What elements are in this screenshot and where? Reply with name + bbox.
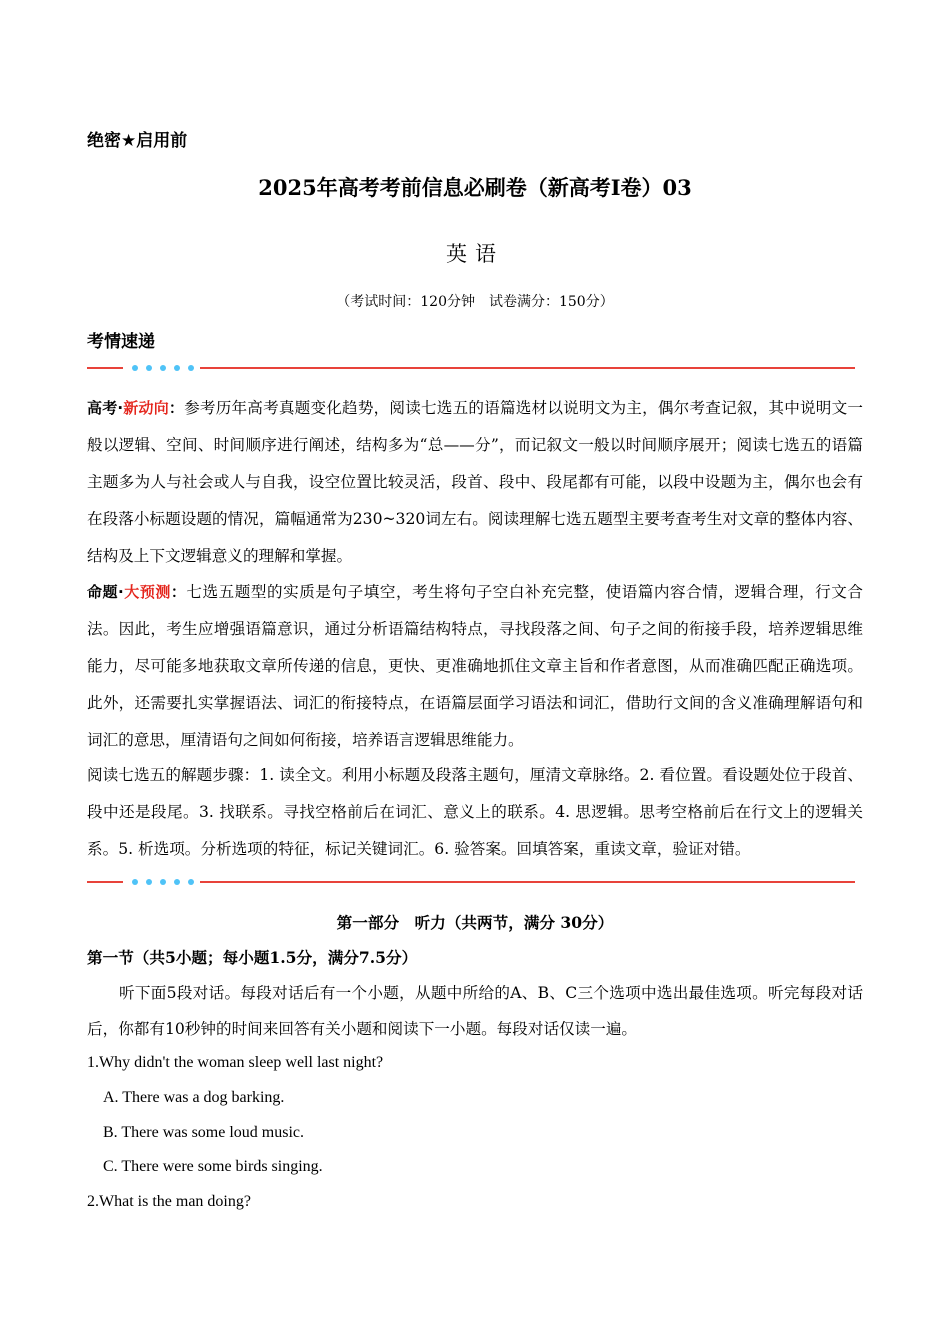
divider-line-right	[200, 367, 855, 369]
listening-instructions: 听下面5段对话。每段对话后有一个小题，从题中所给的A、B、C三个选项中选出最佳选项。听完每段对话后，你都有10秒钟的时间来回答有关小题和阅读下一小题。每段对话仅读一遍。	[87, 984, 863, 1038]
divider-dot	[132, 879, 138, 885]
trend-label: 高考·	[87, 399, 124, 417]
divider-line-left	[87, 881, 123, 883]
divider-line-left	[87, 367, 123, 369]
exam-meta: （考试时间：120分钟 试卷满分：150分）	[336, 294, 614, 310]
divider-dots	[132, 877, 194, 887]
divider-top	[87, 363, 855, 373]
part-one-heading: 第一部分 听力（共两节，满分 30分）	[336, 913, 614, 932]
trend-paragraph	[87, 390, 863, 575]
prediction-text: 七选五题型的实质是句子填空，考生将句子空白补充完整，使语篇内容合情，逻辑合理，行文合法。因此，考生应增强语篇意识，通过分析语篇结构特点，寻找段落之间、句子之间的衔接手段，培养逻辑思维能力，尽可能多地获取文章所传递的信息，更快、更准确地抓住文章主旨和作者意图，从而准确匹配正确选项。此外，还需要扎实掌握语法、词汇的衔接特点，在语篇层面学习语法和词汇，借助行文间的含义准确理解语句和词汇的意思，厘清语句之间如何衔接，培养语言逻辑思维能力。	[87, 583, 863, 749]
exam-title: 2025年高考考前信息必刷卷（新高考I卷）03	[258, 175, 692, 200]
subject-title: 英语	[446, 242, 504, 266]
question-1-option-c: C. There were some birds singing.	[103, 1158, 323, 1175]
trend-label-colon: ：	[168, 399, 185, 417]
prediction-label-colon: ：	[170, 583, 187, 601]
divider-dot	[160, 365, 166, 371]
question-1-option-b: B. There was some loud music.	[103, 1124, 305, 1141]
divider-dot	[188, 365, 194, 371]
divider-dot	[146, 365, 152, 371]
prediction-paragraph	[87, 574, 863, 759]
question-2: 2.What is the man doing?	[87, 1193, 251, 1210]
divider-dot	[174, 365, 180, 371]
section-one-heading: 第一节（共5小题；每小题1.5分，满分7.5分）	[87, 948, 418, 967]
divider-dots	[132, 363, 194, 373]
question-1-option-a: A. There was a dog barking.	[103, 1089, 285, 1106]
info-heading: 考情速递	[87, 332, 155, 352]
divider-line-right	[200, 881, 855, 883]
divider-bottom	[87, 877, 855, 887]
divider-dot	[160, 879, 166, 885]
divider-dot	[146, 879, 152, 885]
divider-dot	[188, 879, 194, 885]
prediction-label-highlight: 大预测	[123, 583, 171, 601]
question-1: 1.Why didn't the woman sleep well last night?	[87, 1054, 384, 1071]
steps-paragraph: 阅读七选五的解题步骤：1. 读全文。利用小标题及段落主题句，厘清文章脉络。2. 看位置。看设题处位于段首、段中还是段尾。3. 找联系。寻找空格前后在词汇、意义上的联系。4. 思逻辑。思考空格前后在行文上的逻辑关系。5. 析选项。分析选项的特征，标记关键词汇。6. 验答案。回填答案，重读文章，验证对错。	[87, 766, 863, 858]
divider-dot	[132, 365, 138, 371]
trend-text: 参考历年高考真题变化趋势，阅读七选五的语篇选材以说明文为主，偶尔考查记叙，其中说明文一般以逻辑、空间、时间顺序进行阐述，结构多为“总——分”，而记叙文一般以时间顺序展开；阅读七选五的语篇主题多为人与社会或人与自我，设空位置比较灵活，段首、段中、段尾都有可能，以段中设题为主，偶尔也会有在段落小标题设题的情况，篇幅通常为230~320词左右。阅读理解七选五题型主要考查考生对文章的整体内容、结构及上下文逻辑意义的理解和掌握。	[87, 399, 863, 565]
divider-dot	[174, 879, 180, 885]
trend-label-highlight: 新动向	[123, 399, 169, 417]
prediction-label: 命题·	[87, 583, 124, 601]
confidential-label: 绝密★启用前	[87, 131, 188, 151]
